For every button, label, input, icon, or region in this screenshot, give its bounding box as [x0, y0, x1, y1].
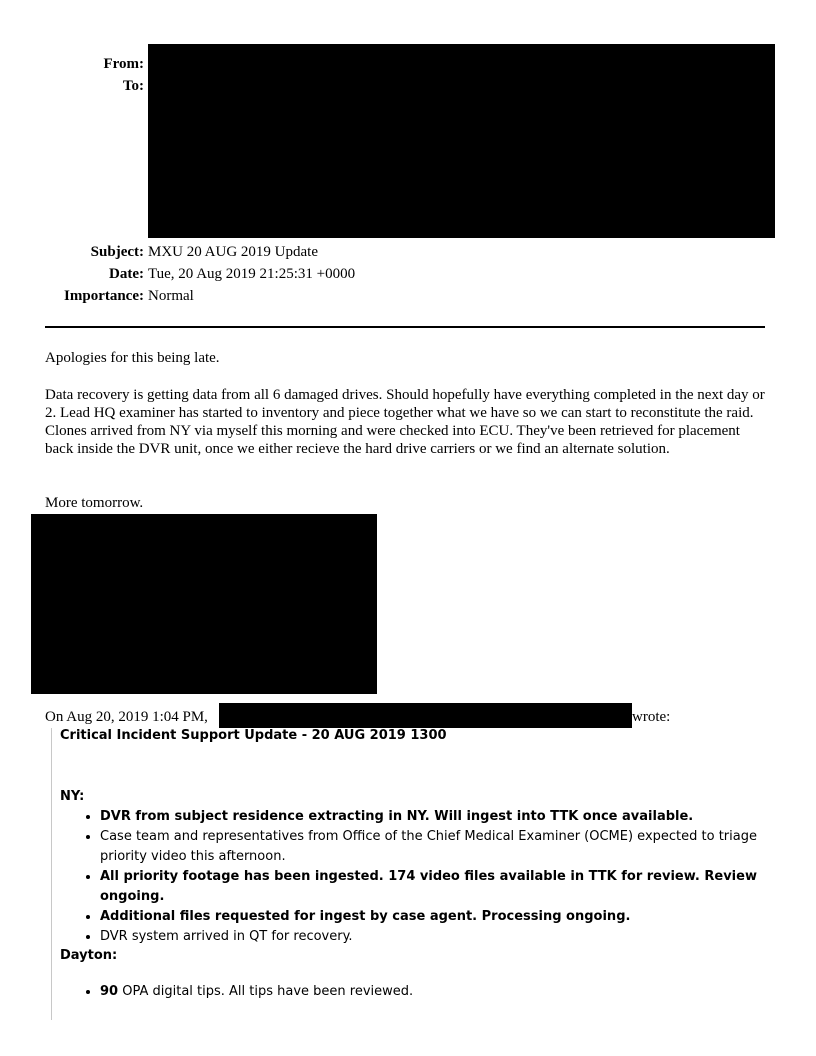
redaction-signature [31, 514, 377, 694]
importance-label: Importance: [64, 288, 144, 304]
quote-intro [45, 708, 671, 726]
quote-title-text: Critical Incident Support Update - 20 AUG 2019 1300 [60, 728, 447, 743]
list-item: • Case team and representatives from Office of the Chief Medical Examiner (OCME) expected to triage priority video this afternoon. [100, 827, 760, 867]
date-value: Tue, 20 Aug 2019 21:25:31 +0000 [148, 266, 356, 282]
subject-value: MXU 20 AUG 2019 Update [148, 244, 318, 260]
body-paragraph-3: More tomorrow. [45, 495, 144, 511]
body-paragraph-2: Data recovery is getting data from all 6 damaged drives. Should hopefully have everything completed in the next day or 2. Lead HQ examiner has started to inventory and piece together what we have so we can start to reconstitute the raid. Clones arrived from NY via myself this morning and were checked into ECU. They've been retrieved for placement back inside the DVR unit, once we either recieve the hard drive carriers or we find an alternate solution. [45, 387, 765, 457]
header-divider [45, 326, 765, 328]
quote-intro-prefix: On Aug 20, 2019 1:04 PM, [45, 709, 208, 725]
dayton-count: 90 [100, 984, 119, 999]
subject-label: Subject: [90, 244, 144, 260]
list-item: • DVR from subject residence extracting in NY. Will ingest into TTK once available. [100, 807, 760, 827]
importance-value: Normal [148, 288, 194, 304]
list-item: • DVR system arrived in QT for recovery. [100, 927, 760, 947]
redaction-recipients [148, 44, 775, 238]
date-label: Date: [109, 266, 144, 282]
to-label: To: [122, 78, 144, 94]
quote-bar [51, 728, 52, 1020]
ny-section [60, 789, 760, 947]
from-label: From: [103, 56, 144, 72]
list-item: • Additional files requested for ingest by case agent. Processing ongoing. [100, 907, 760, 927]
dayton-section [60, 948, 760, 1002]
ny-heading: NY: [60, 789, 85, 804]
dayton-item-text: OPA digital tips. All tips have been reviewed. [118, 984, 414, 999]
body-paragraph-1: Apologies for this being late. [45, 350, 220, 366]
dayton-heading: Dayton: [60, 948, 118, 963]
redaction-sender [219, 703, 632, 728]
list-item [100, 982, 760, 1002]
dayton-list [60, 982, 760, 1002]
quote-title [60, 728, 760, 744]
list-item: • All priority footage has been ingested. 174 video files available in TTK for review. Review ongoing. [100, 867, 760, 907]
quote-intro-suffix: wrote: [632, 709, 671, 725]
ny-list [60, 807, 760, 947]
